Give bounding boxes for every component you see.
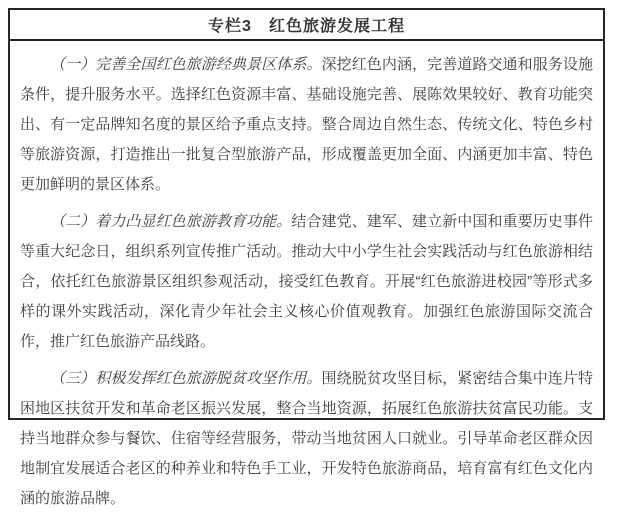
panel-header	[10, 10, 603, 41]
paragraph-3-text: 围绕脱贫攻坚目标，紧密结合集中连片特困地区扶贫开发和革命老区振兴发展，整合当地资源，拓展红色旅游扶贫富民功能。支持当地群众参与餐饮、住宿等经营服务，带动当地贫困人口就业。引导革命老区群众因地制宜发展适合老区的种养业和特色手工业，开发特色旅游商品，培育富有红色文化内涵的旅游品牌。	[20, 370, 593, 507]
paragraph-2-lead: （二）着力凸显红色旅游教育功能。	[50, 213, 292, 230]
textbox-panel	[8, 8, 605, 507]
paragraph-1	[20, 50, 593, 200]
panel-body	[10, 41, 603, 514]
paragraph-2	[20, 207, 593, 357]
panel-title: 专栏3 红色旅游发展工程	[208, 18, 405, 35]
paragraph-3	[20, 364, 593, 514]
paragraph-1-text: 深挖红色内涵，完善道路交通和服务设施条件，提升服务水平。选择红色资源丰富、基础设施完善、展陈效果较好、教育功能突出、有一定品牌知名度的景区给予重点支持。整合周边自然生态、传统文化、特色乡村等旅游资源，打造推出一批复合型旅游产品，形成覆盖更加全面、内涵更加丰富、特色更加鲜明的景区体系。	[20, 56, 593, 193]
paragraph-3-lead: （三）积极发挥红色旅游脱贫攻坚作用。	[50, 370, 322, 387]
paragraph-1-lead: （一）完善全国红色旅游经典景区体系。	[50, 56, 322, 73]
paragraph-2-text: 结合建党、建军、建立新中国和重要历史事件等重大纪念日，组织系列宣传推广活动。推动大中小学生社会实践活动与红色旅游相结合，依托红色旅游景区组织参观活动，接受红色教育。开展“红色旅游进校园”等形式多样的课外实践活动，深化青少年社会主义核心价值观教育。加强红色旅游国际交流合作，推广红色旅游产品线路。	[20, 213, 593, 350]
